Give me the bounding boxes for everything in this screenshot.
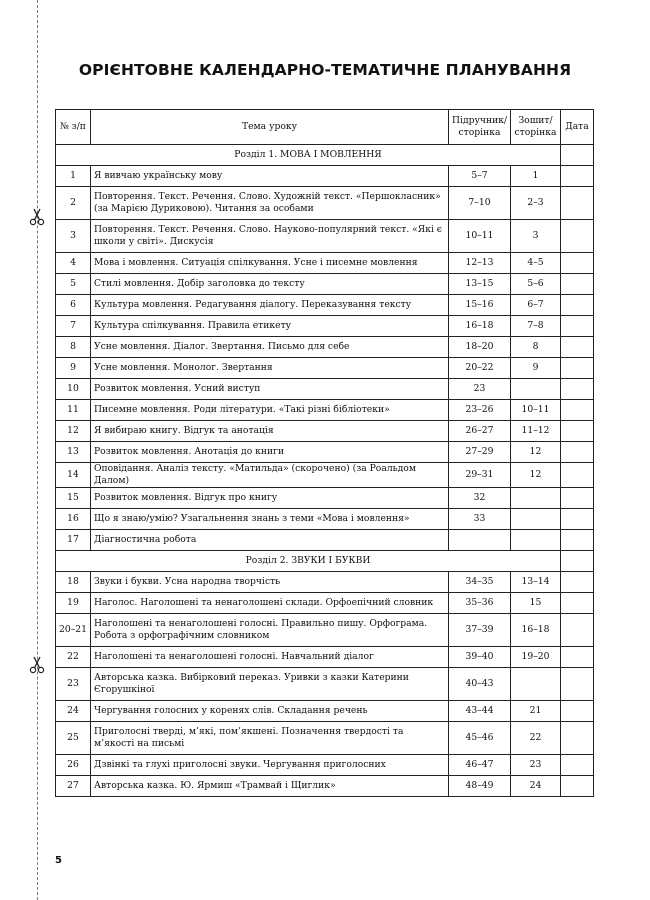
table-row (56, 776, 594, 797)
textbook-pages: 48–49 (449, 776, 511, 797)
textbook-pages: 26–27 (449, 421, 511, 442)
date-cell (561, 358, 594, 379)
date-cell (561, 530, 594, 551)
workbook-pages: 22 (511, 722, 561, 755)
date-cell (561, 253, 594, 274)
date-cell (561, 295, 594, 316)
textbook-pages: 35–36 (449, 593, 511, 614)
lesson-topic: Що я знаю/умію? Узагальнення знань з теми «Мова і мовлення» (91, 509, 449, 530)
textbook-pages: 32 (449, 488, 511, 509)
table-row (56, 220, 594, 253)
date-cell (561, 400, 594, 421)
section-title: Розділ 2. ЗВУКИ І БУКВИ (56, 551, 561, 572)
lesson-topic: Усне мовлення. Діалог. Звертання. Письмо для себе (91, 337, 449, 358)
cut-line (37, 0, 38, 900)
lesson-topic: Культура спілкування. Правила етикету (91, 316, 449, 337)
lesson-number: 24 (56, 701, 91, 722)
workbook-pages: 2–3 (511, 187, 561, 220)
table-row (56, 755, 594, 776)
lesson-topic: Писемне мовлення. Роди літератури. «Такі різні бібліотеки» (91, 400, 449, 421)
workbook-pages: 7–8 (511, 316, 561, 337)
header-topic: Тема уроку (91, 110, 449, 145)
lesson-topic: Дзвінкі та глухі приголосні звуки. Чергування приголосних (91, 755, 449, 776)
textbook-pages (449, 530, 511, 551)
date-cell (561, 316, 594, 337)
lesson-number: 19 (56, 593, 91, 614)
textbook-pages: 23 (449, 379, 511, 400)
textbook-pages: 18–20 (449, 337, 511, 358)
textbook-pages: 16–18 (449, 316, 511, 337)
workbook-pages (511, 530, 561, 551)
date-cell (561, 442, 594, 463)
textbook-pages: 29–31 (449, 463, 511, 488)
lesson-number: 11 (56, 400, 91, 421)
textbook-pages: 43–44 (449, 701, 511, 722)
workbook-pages: 9 (511, 358, 561, 379)
header-textbook: Підручник/ сторінка (449, 110, 511, 145)
lesson-topic: Звуки і букви. Усна народна творчість (91, 572, 449, 593)
textbook-pages: 40–43 (449, 668, 511, 701)
lesson-number: 23 (56, 668, 91, 701)
date-cell (561, 722, 594, 755)
date-cell (561, 668, 594, 701)
date-cell (561, 647, 594, 668)
workbook-pages (511, 668, 561, 701)
textbook-pages: 33 (449, 509, 511, 530)
textbook-pages: 13–15 (449, 274, 511, 295)
lesson-number: 20–21 (56, 614, 91, 647)
scissors-icon (27, 655, 47, 675)
date-cell (561, 551, 594, 572)
header-num: № з/п (56, 110, 91, 145)
section-row (56, 551, 594, 572)
workbook-pages: 15 (511, 593, 561, 614)
lesson-topic: Наголошені та ненаголошені голосні. Навчальний діалог (91, 647, 449, 668)
date-cell (561, 274, 594, 295)
date-cell (561, 488, 594, 509)
header-workbook: Зошит/ сторінка (511, 110, 561, 145)
lesson-topic: Чергування голосних у коренях слів. Складання речень (91, 701, 449, 722)
lesson-number: 4 (56, 253, 91, 274)
textbook-pages: 39–40 (449, 647, 511, 668)
textbook-pages: 15–16 (449, 295, 511, 316)
date-cell (561, 379, 594, 400)
table-row (56, 253, 594, 274)
textbook-pages: 45–46 (449, 722, 511, 755)
date-cell (561, 421, 594, 442)
lesson-topic: Розвиток мовлення. Усний виступ (91, 379, 449, 400)
lesson-topic: Культура мовлення. Редагування діалогу. Переказування тексту (91, 295, 449, 316)
table-row (56, 442, 594, 463)
lesson-topic: Мова і мовлення. Ситуація спілкування. Усне і писемне мовлення (91, 253, 449, 274)
page-title: ОРІЄНТОВНЕ КАЛЕНДАРНО-ТЕМАТИЧНЕ ПЛАНУВАННЯ (78, 61, 572, 79)
lesson-number: 16 (56, 509, 91, 530)
lesson-number: 9 (56, 358, 91, 379)
lesson-number: 15 (56, 488, 91, 509)
textbook-pages: 46–47 (449, 755, 511, 776)
workbook-pages: 21 (511, 701, 561, 722)
textbook-pages: 10–11 (449, 220, 511, 253)
section-row (56, 145, 594, 166)
workbook-pages: 13–14 (511, 572, 561, 593)
lesson-topic: Авторська казка. Вибірковий переказ. Уривки з казки Катерини Єгорушкіної (91, 668, 449, 701)
scissors-icon (27, 207, 47, 227)
workbook-pages (511, 488, 561, 509)
date-cell (561, 593, 594, 614)
lesson-topic: Повторення. Текст. Речення. Слово. Науково-популярний текст. «Які є школи у світі». Дискусія (91, 220, 449, 253)
workbook-pages: 23 (511, 755, 561, 776)
lesson-number: 27 (56, 776, 91, 797)
date-cell (561, 337, 594, 358)
table-row (56, 701, 594, 722)
table-row (56, 509, 594, 530)
workbook-pages (511, 379, 561, 400)
lesson-topic: Стилі мовлення. Добір заголовка до тексту (91, 274, 449, 295)
workbook-pages: 19–20 (511, 647, 561, 668)
table-header-row (56, 110, 594, 145)
lesson-number: 17 (56, 530, 91, 551)
lesson-number: 6 (56, 295, 91, 316)
workbook-pages: 12 (511, 463, 561, 488)
textbook-pages: 12–13 (449, 253, 511, 274)
lesson-topic: Наголос. Наголошені та ненаголошені склади. Орфоепічний словник (91, 593, 449, 614)
textbook-pages: 27–29 (449, 442, 511, 463)
table-row (56, 722, 594, 755)
workbook-pages: 11–12 (511, 421, 561, 442)
lesson-topic: Повторення. Текст. Речення. Слово. Художній текст. «Першокласник» (за Марією Дуриковою). Читання за особами (91, 187, 449, 220)
lesson-number: 25 (56, 722, 91, 755)
table-row (56, 421, 594, 442)
table-row (56, 379, 594, 400)
lesson-number: 13 (56, 442, 91, 463)
lesson-number: 1 (56, 166, 91, 187)
lesson-number: 26 (56, 755, 91, 776)
lesson-number: 7 (56, 316, 91, 337)
date-cell (561, 776, 594, 797)
lesson-topic: Авторська казка. Ю. Ярмиш «Трамвай і Щиглик» (91, 776, 449, 797)
date-cell (561, 572, 594, 593)
lesson-topic: Розвиток мовлення. Анотація до книги (91, 442, 449, 463)
table-row (56, 358, 594, 379)
table-row (56, 647, 594, 668)
page-number: 5 (55, 855, 62, 866)
lesson-number: 10 (56, 379, 91, 400)
lesson-topic: Приголосні тверді, м’які, пом’якшені. Позначення твердості та м’якості на письмі (91, 722, 449, 755)
lesson-topic: Оповідання. Аналіз тексту. «Матильда» (скорочено) (за Роальдом Далом) (91, 463, 449, 488)
workbook-pages: 3 (511, 220, 561, 253)
textbook-pages: 34–35 (449, 572, 511, 593)
lesson-topic: Розвиток мовлення. Відгук про книгу (91, 488, 449, 509)
table-row (56, 316, 594, 337)
table-row (56, 668, 594, 701)
date-cell (561, 220, 594, 253)
textbook-pages: 5–7 (449, 166, 511, 187)
date-cell (561, 755, 594, 776)
lesson-number: 2 (56, 187, 91, 220)
date-cell (561, 463, 594, 488)
lesson-number: 18 (56, 572, 91, 593)
planning-table (55, 109, 594, 797)
table-row (56, 614, 594, 647)
table-row (56, 530, 594, 551)
workbook-pages: 6–7 (511, 295, 561, 316)
workbook-pages: 4–5 (511, 253, 561, 274)
lesson-topic: Я вивчаю українську мову (91, 166, 449, 187)
header-date: Дата (561, 110, 594, 145)
table-row (56, 572, 594, 593)
date-cell (561, 509, 594, 530)
table-row (56, 295, 594, 316)
date-cell (561, 187, 594, 220)
lesson-number: 3 (56, 220, 91, 253)
table-row (56, 463, 594, 488)
date-cell (561, 614, 594, 647)
table-row (56, 187, 594, 220)
workbook-pages: 16–18 (511, 614, 561, 647)
table-row (56, 488, 594, 509)
lesson-topic: Наголошені та ненаголошені голосні. Правильно пишу. Орфограма. Робота з орфографічним словником (91, 614, 449, 647)
workbook-pages: 1 (511, 166, 561, 187)
lesson-topic: Діагностична робота (91, 530, 449, 551)
workbook-pages (511, 509, 561, 530)
textbook-pages: 7–10 (449, 187, 511, 220)
table-row (56, 337, 594, 358)
table-row (56, 593, 594, 614)
textbook-pages: 37–39 (449, 614, 511, 647)
textbook-pages: 20–22 (449, 358, 511, 379)
lesson-number: 14 (56, 463, 91, 488)
lesson-number: 22 (56, 647, 91, 668)
workbook-pages: 12 (511, 442, 561, 463)
date-cell (561, 145, 594, 166)
date-cell (561, 166, 594, 187)
workbook-pages: 5–6 (511, 274, 561, 295)
lesson-topic: Усне мовлення. Монолог. Звертання (91, 358, 449, 379)
date-cell (561, 701, 594, 722)
lesson-number: 8 (56, 337, 91, 358)
lesson-topic: Я вибираю книгу. Відгук та анотація (91, 421, 449, 442)
workbook-pages: 10–11 (511, 400, 561, 421)
lesson-number: 12 (56, 421, 91, 442)
table-row (56, 400, 594, 421)
table-row (56, 166, 594, 187)
workbook-pages: 8 (511, 337, 561, 358)
lesson-number: 5 (56, 274, 91, 295)
table-row (56, 274, 594, 295)
section-title: Розділ 1. МОВА І МОВЛЕННЯ (56, 145, 561, 166)
textbook-pages: 23–26 (449, 400, 511, 421)
workbook-pages: 24 (511, 776, 561, 797)
